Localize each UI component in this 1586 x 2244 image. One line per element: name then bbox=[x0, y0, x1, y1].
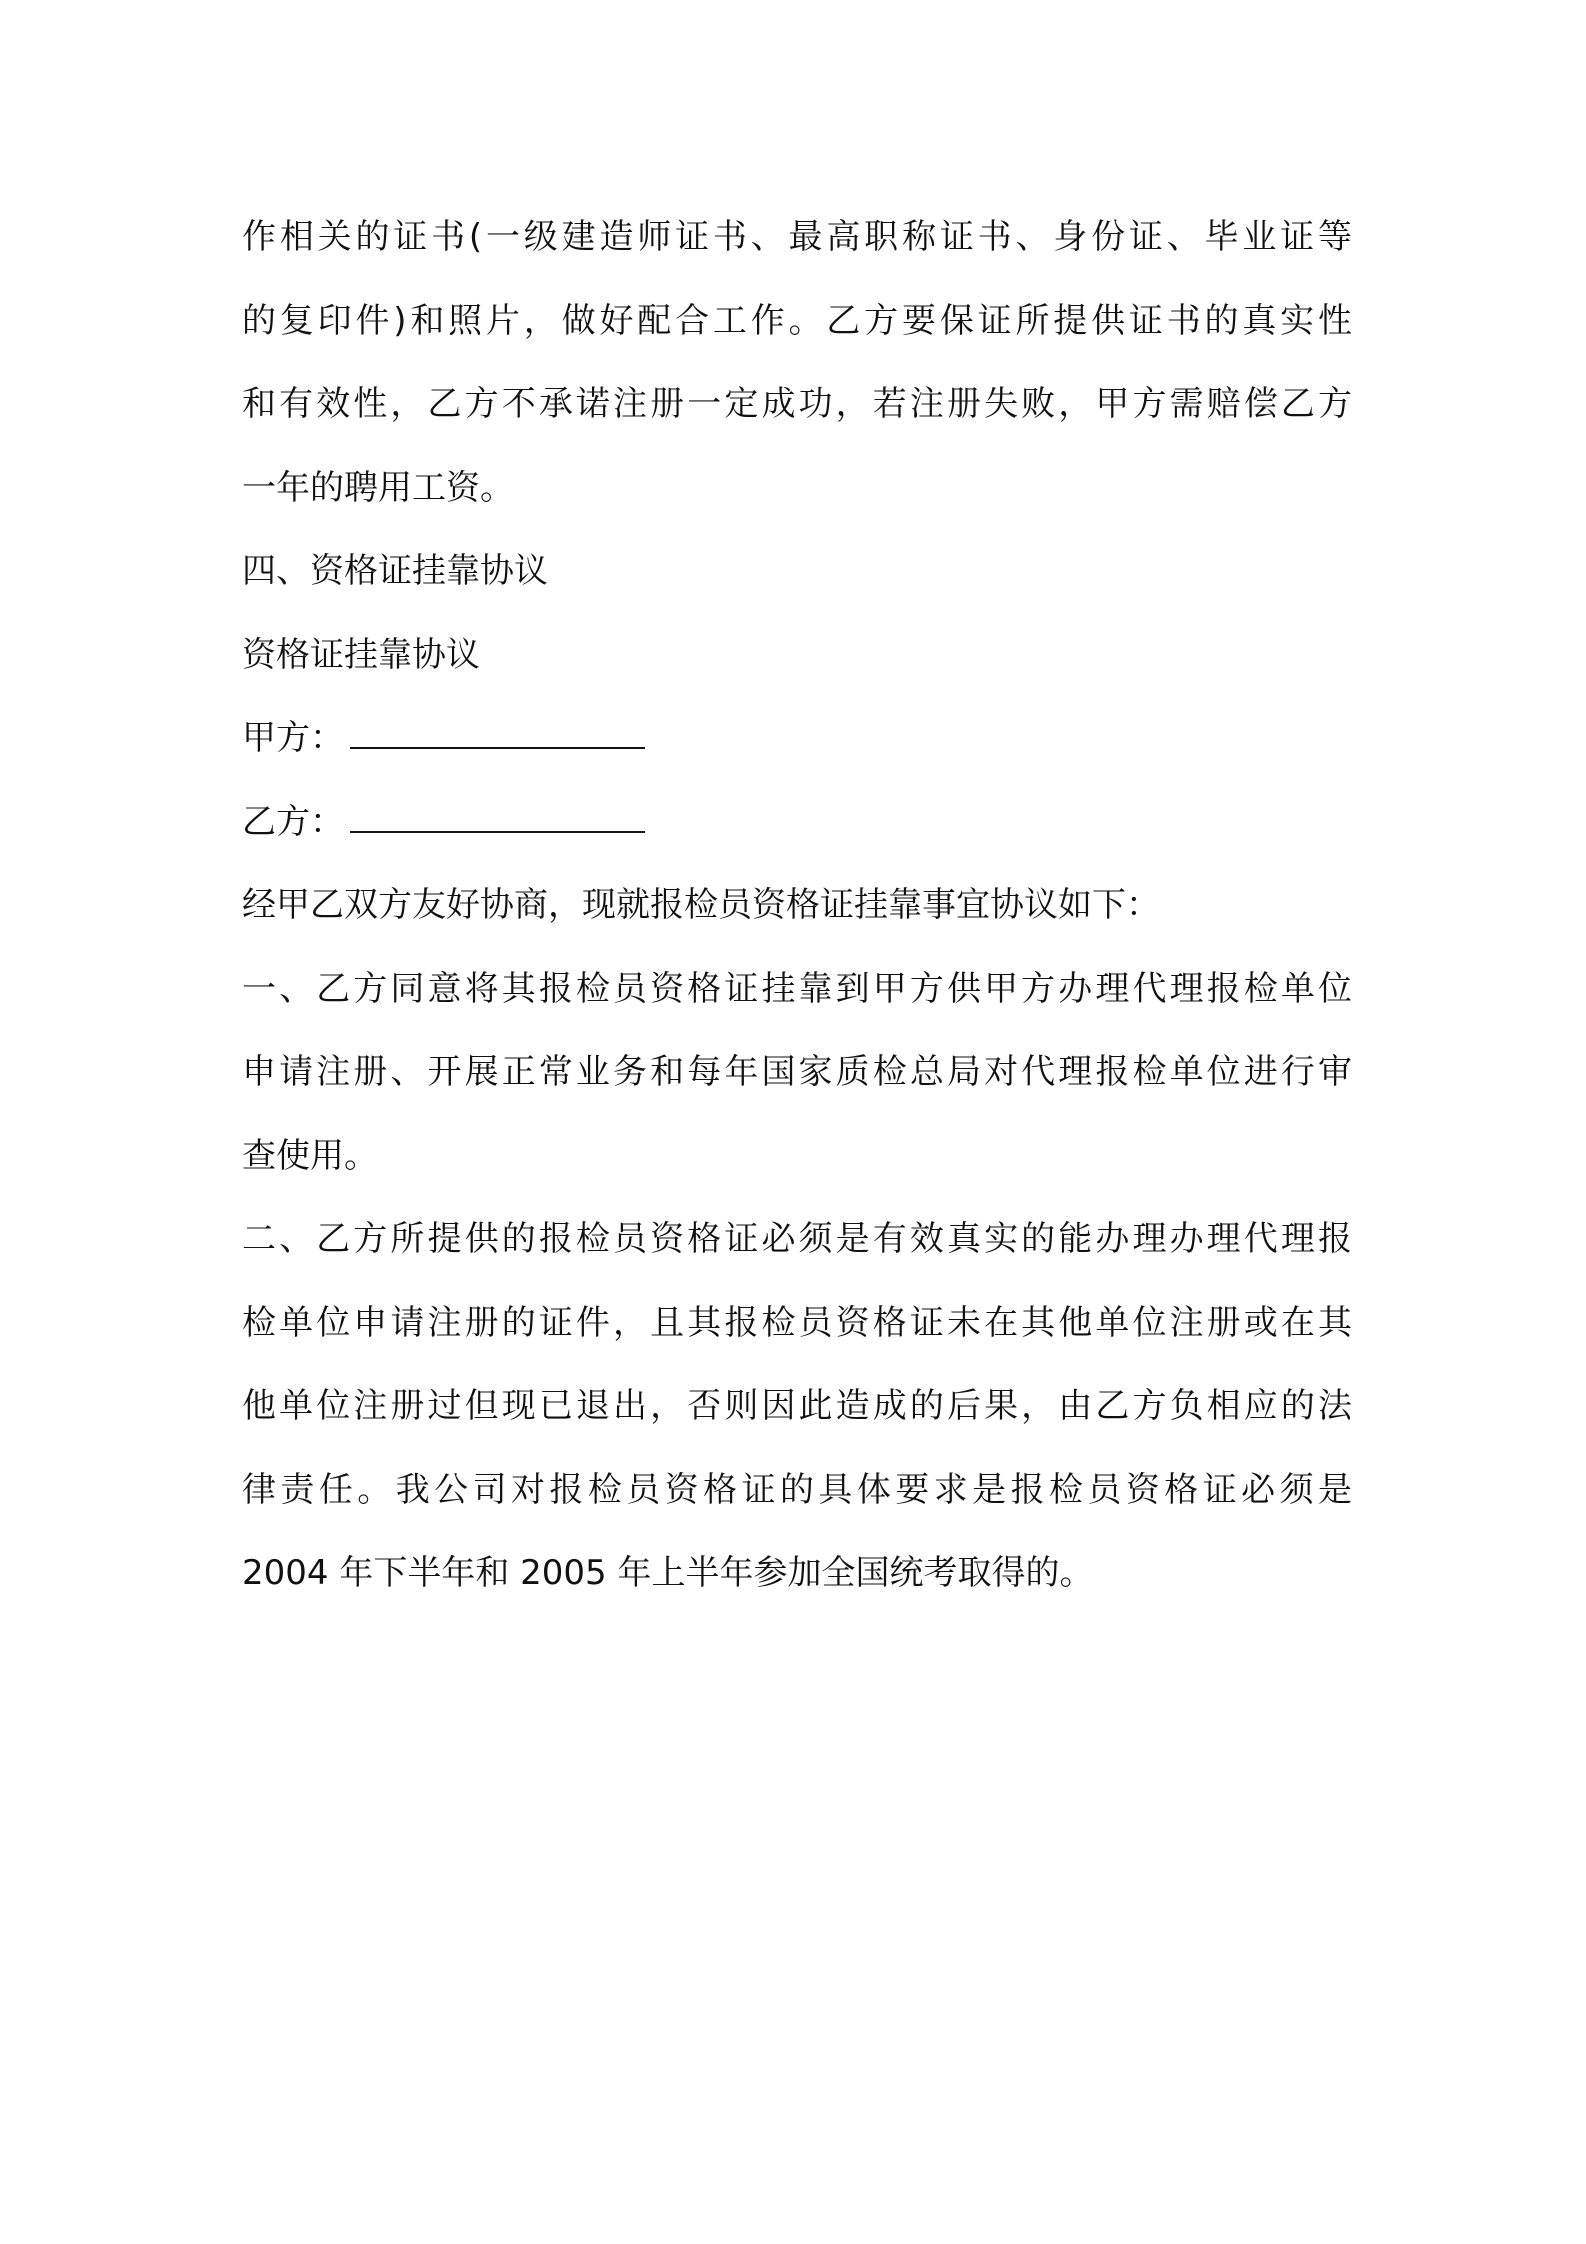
text-line: 律责任。我公司对报检员资格证的具体要求是报检员资格证必须是 bbox=[242, 1469, 1352, 1510]
agreement-title: 资格证挂靠协议 bbox=[242, 634, 480, 675]
text-line: 申请注册、开展正常业务和每年国家质检总局对代理报检单位进行审 bbox=[242, 1052, 1352, 1092]
text-line: 的复印件)和照片，做好配合工作。乙方要保证所提供证书的真实性 bbox=[242, 300, 1352, 341]
party-b-label: 乙方： bbox=[242, 801, 344, 842]
text-line: 他单位注册过但现已退出，否则因此造成的后果，由乙方负相应的法 bbox=[242, 1386, 1352, 1426]
text-line: 2004 年下半年和 2005 年上半年参加全国统考取得的。 bbox=[242, 1553, 1094, 1593]
text-line: 二、乙方所提供的报检员资格证必须是有效真实的能办理办理代理报 bbox=[242, 1219, 1352, 1259]
party-b-blank-line bbox=[350, 791, 645, 833]
party-b-row bbox=[242, 781, 1352, 865]
document-body bbox=[242, 196, 1352, 1616]
party-a-label: 甲方： bbox=[242, 718, 344, 758]
clause-one bbox=[242, 948, 1352, 1199]
text-line: 和有效性，乙方不承诺注册一定成功，若注册失败，甲方需赔偿乙方 bbox=[242, 384, 1352, 424]
text-line: 一、乙方同意将其报检员资格证挂靠到甲方供甲方办理代理报检单位 bbox=[242, 968, 1352, 1009]
paragraph-certificates bbox=[242, 196, 1352, 530]
text-line: 一年的聘用工资。 bbox=[242, 467, 514, 508]
clause-two bbox=[242, 1198, 1352, 1616]
party-a-row bbox=[242, 697, 1352, 781]
text-line: 作相关的证书(一级建造师证书、最高职称证书、身份证、毕业证等 bbox=[242, 217, 1352, 257]
text-line: 查使用。 bbox=[242, 1135, 378, 1176]
agreement-intro: 经甲乙双方友好协商，现就报检员资格证挂靠事宜协议如下： bbox=[242, 885, 1160, 925]
section-heading: 四、资格证挂靠协议 bbox=[242, 551, 548, 591]
party-a-blank-line bbox=[350, 707, 645, 749]
text-line: 检单位申请注册的证件，且其报检员资格证未在其他单位注册或在其 bbox=[242, 1302, 1352, 1343]
